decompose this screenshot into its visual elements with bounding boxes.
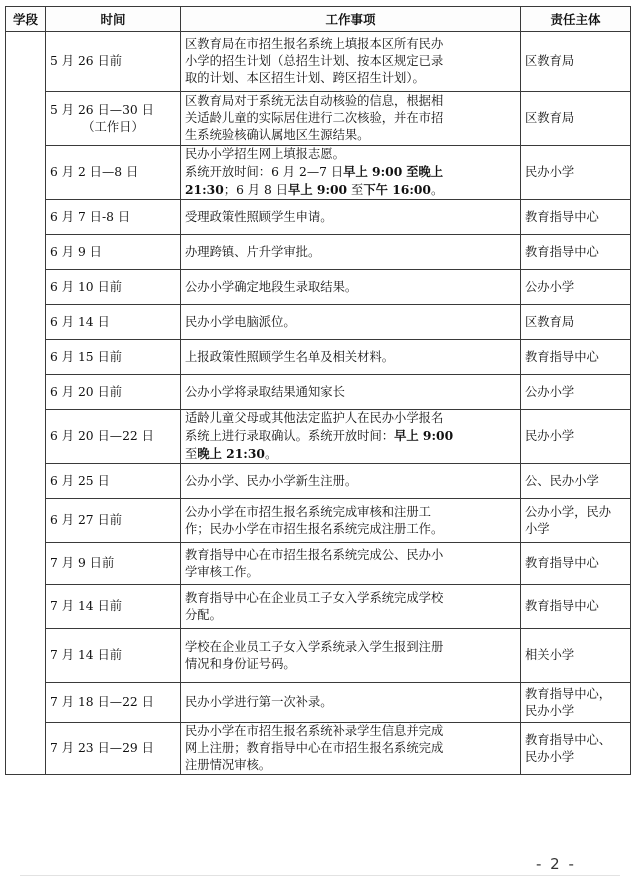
time-cell <box>46 305 181 340</box>
owner-cell-line: 公办小学，民办 <box>525 504 612 519</box>
owner-cell <box>521 200 631 235</box>
task-cell <box>181 92 521 146</box>
task-cell-line: 系统开放时间：6 月 2—7 日早上 9:00 至晚上 <box>185 164 444 179</box>
time-cell <box>46 723 181 775</box>
owner-cell-line: 区教育局 <box>525 314 575 329</box>
owner-cell <box>521 235 631 270</box>
task-cell-line: 学校在企业员工子女入学系统录入学生报到注册 <box>185 639 444 654</box>
time-cell <box>46 499 181 543</box>
owner-cell <box>521 32 631 92</box>
time-cell-line: 6 月 20 日前 <box>50 384 123 399</box>
task-cell <box>181 543 521 585</box>
header-time: 时间 <box>46 7 181 32</box>
owner-cell <box>521 146 631 200</box>
time-cell-line: 7 月 14 日前 <box>50 599 123 613</box>
task-cell <box>181 200 521 235</box>
table-row <box>6 235 631 270</box>
task-cell <box>181 270 521 305</box>
task-cell <box>181 235 521 270</box>
owner-cell-line: 教育指导中心 <box>525 556 599 570</box>
task-cell-line: 民办小学进行第一次补录。 <box>185 695 333 709</box>
task-cell-line: 区教育局对于系统无法自动核验的信息，根据相 <box>185 94 444 108</box>
task-cell-line: 民办小学在市招生报名系统补录学生信息并完成 <box>185 724 444 738</box>
task-cell-line: 公办小学将录取结果通知家长 <box>185 384 345 399</box>
owner-cell <box>521 629 631 683</box>
owner-cell-line: 民办小学 <box>525 429 575 443</box>
time-cell-line: 6 月 27 日前 <box>50 513 123 527</box>
task-cell-line: 办理跨镇、片升学审批。 <box>185 244 321 259</box>
time-cell-line: 6 月 2 日—8 日 <box>50 165 139 179</box>
time-cell <box>46 464 181 499</box>
time-cell <box>46 32 181 92</box>
owner-cell-line: 区教育局 <box>525 111 575 125</box>
task-cell-line: 公办小学、民办小学新生注册。 <box>185 473 358 488</box>
table-row <box>6 92 631 146</box>
task-cell-line: 教育指导中心在企业员工子女入学系统完成学校 <box>185 590 444 605</box>
stage-cell <box>6 32 46 775</box>
time-cell-line: （工作日） <box>82 119 144 134</box>
time-cell-line: 6 月 15 日前 <box>50 349 123 364</box>
time-cell-line: 7 月 14 日前 <box>50 648 123 662</box>
time-cell-line: 7 月 23 日—29 日 <box>50 741 154 755</box>
task-cell <box>181 32 521 92</box>
task-cell <box>181 146 521 200</box>
task-cell-line: 情况和身份证号码。 <box>185 656 296 671</box>
time-cell <box>46 235 181 270</box>
owner-cell <box>521 270 631 305</box>
owner-cell <box>521 410 631 464</box>
owner-cell <box>521 723 631 775</box>
owner-cell-line: 区教育局 <box>525 54 575 68</box>
task-cell-line: 区教育局在市招生报名系统上填报本区所有民办 <box>185 37 444 51</box>
table-row <box>6 32 631 92</box>
table-body <box>6 32 631 775</box>
task-cell-line: 公办小学确定地段生录取结果。 <box>185 279 358 294</box>
owner-cell <box>521 464 631 499</box>
task-cell <box>181 629 521 683</box>
owner-cell <box>521 92 631 146</box>
owner-cell-line: 教育指导中心 <box>525 209 599 224</box>
time-cell <box>46 585 181 629</box>
task-cell-line: 教育指导中心在市招生报名系统完成公、民办小 <box>185 547 444 562</box>
time-cell-line: 7 月 9 日前 <box>50 556 115 570</box>
table-header-row <box>6 7 631 32</box>
owner-cell <box>521 375 631 410</box>
table-row <box>6 585 631 629</box>
table-row <box>6 499 631 543</box>
time-cell <box>46 92 181 146</box>
time-cell <box>46 340 181 375</box>
page-number: - 2 - <box>536 855 576 873</box>
time-cell <box>46 200 181 235</box>
task-cell-line: 生系统验核确认属地区生源结果。 <box>185 128 370 142</box>
task-cell-line: 21:30；6 月 8 日早上 9:00 至下午 16:00。 <box>185 182 444 197</box>
time-cell <box>46 683 181 723</box>
owner-cell <box>521 340 631 375</box>
owner-cell <box>521 585 631 629</box>
time-cell-line: 6 月 9 日 <box>50 244 102 259</box>
task-cell-line: 小学的招生计划（总招生计划、按本区规定已录 <box>185 54 444 68</box>
table-row <box>6 683 631 723</box>
owner-cell <box>521 683 631 723</box>
task-cell <box>181 683 521 723</box>
owner-cell-line: 相关小学 <box>525 648 575 662</box>
task-cell-line: 民办小学招生网上填报志愿。 <box>185 147 345 161</box>
owner-cell-line: 教育指导中心 <box>525 244 599 259</box>
time-cell-line: 5 月 26 日—30 日 <box>50 102 154 117</box>
owner-cell-line: 公办小学 <box>525 384 575 399</box>
page-bottom-divider <box>20 875 620 876</box>
time-cell-line: 6 月 14 日 <box>50 314 110 329</box>
table-row <box>6 146 631 200</box>
task-cell-line: 作；民办小学在市招生报名系统完成注册工作。 <box>185 521 444 536</box>
owner-cell-line: 民办小学 <box>525 703 575 718</box>
owner-cell-line: 小学 <box>525 521 550 536</box>
task-cell <box>181 410 521 464</box>
task-cell-line: 注册情况审核。 <box>185 758 272 772</box>
time-cell-line: 6 月 10 日前 <box>50 279 123 294</box>
task-cell-line: 取的计划、本区招生计划、跨区招生计划）。 <box>185 71 425 85</box>
task-cell <box>181 723 521 775</box>
table-row <box>6 410 631 464</box>
task-cell-line: 适龄儿童父母或其他法定监护人在民办小学报名 <box>185 411 444 425</box>
time-cell <box>46 375 181 410</box>
task-cell-line: 民办小学电脑派位。 <box>185 314 296 329</box>
header-stage: 学段 <box>6 7 46 32</box>
task-cell <box>181 585 521 629</box>
owner-cell-line: 公办小学 <box>525 279 575 294</box>
table-row <box>6 723 631 775</box>
header-owner: 责任主体 <box>521 7 631 32</box>
task-cell-line: 关适龄儿童的实际居住进行二次核验，并在市招 <box>185 111 444 125</box>
owner-cell <box>521 305 631 340</box>
task-cell-line: 分配。 <box>185 607 222 622</box>
time-cell-line: 6 月 7 日-8 日 <box>50 209 131 224</box>
task-cell-line: 网上注册；教育指导中心在市招生报名系统完成 <box>185 741 444 755</box>
time-cell <box>46 270 181 305</box>
table-row <box>6 464 631 499</box>
owner-cell-line: 教育指导中心 <box>525 349 599 364</box>
task-cell-line: 上报政策性照顾学生名单及相关材料。 <box>185 349 395 364</box>
owner-cell-line: 公、民办小学 <box>525 473 599 488</box>
task-cell-line: 受理政策性照顾学生申请。 <box>185 209 333 224</box>
owner-cell <box>521 499 631 543</box>
owner-cell <box>521 543 631 585</box>
time-cell-line: 7 月 18 日—22 日 <box>50 695 154 709</box>
time-cell <box>46 543 181 585</box>
task-cell <box>181 499 521 543</box>
task-cell <box>181 375 521 410</box>
task-cell <box>181 340 521 375</box>
table-row <box>6 375 631 410</box>
table-row <box>6 270 631 305</box>
owner-cell-line: 民办小学 <box>525 749 575 764</box>
task-cell <box>181 464 521 499</box>
owner-cell-line: 教育指导中心， <box>525 686 612 701</box>
owner-cell-line: 民办小学 <box>525 165 575 179</box>
time-cell-line: 6 月 25 日 <box>50 473 110 488</box>
owner-cell-line: 教育指导中心 <box>525 599 599 613</box>
task-cell <box>181 305 521 340</box>
task-cell-line: 系统上进行录取确认。系统开放时间：早上 9:00 <box>185 428 454 443</box>
task-cell-line: 公办小学在市招生报名系统完成审核和注册工 <box>185 504 431 519</box>
table-row <box>6 543 631 585</box>
table-row <box>6 629 631 683</box>
task-cell-line: 至晚上 21:30。 <box>185 446 278 461</box>
time-cell-line: 6 月 20 日—22 日 <box>50 429 154 443</box>
time-cell <box>46 410 181 464</box>
header-task: 工作事项 <box>181 7 521 32</box>
time-cell-line: 5 月 26 日前 <box>50 54 123 68</box>
owner-cell-line: 教育指导中心、 <box>525 732 612 747</box>
table-row <box>6 200 631 235</box>
admission-schedule-table <box>5 6 631 775</box>
time-cell <box>46 629 181 683</box>
time-cell <box>46 146 181 200</box>
table-row <box>6 340 631 375</box>
table-row <box>6 305 631 340</box>
task-cell-line: 学审核工作。 <box>185 564 259 579</box>
